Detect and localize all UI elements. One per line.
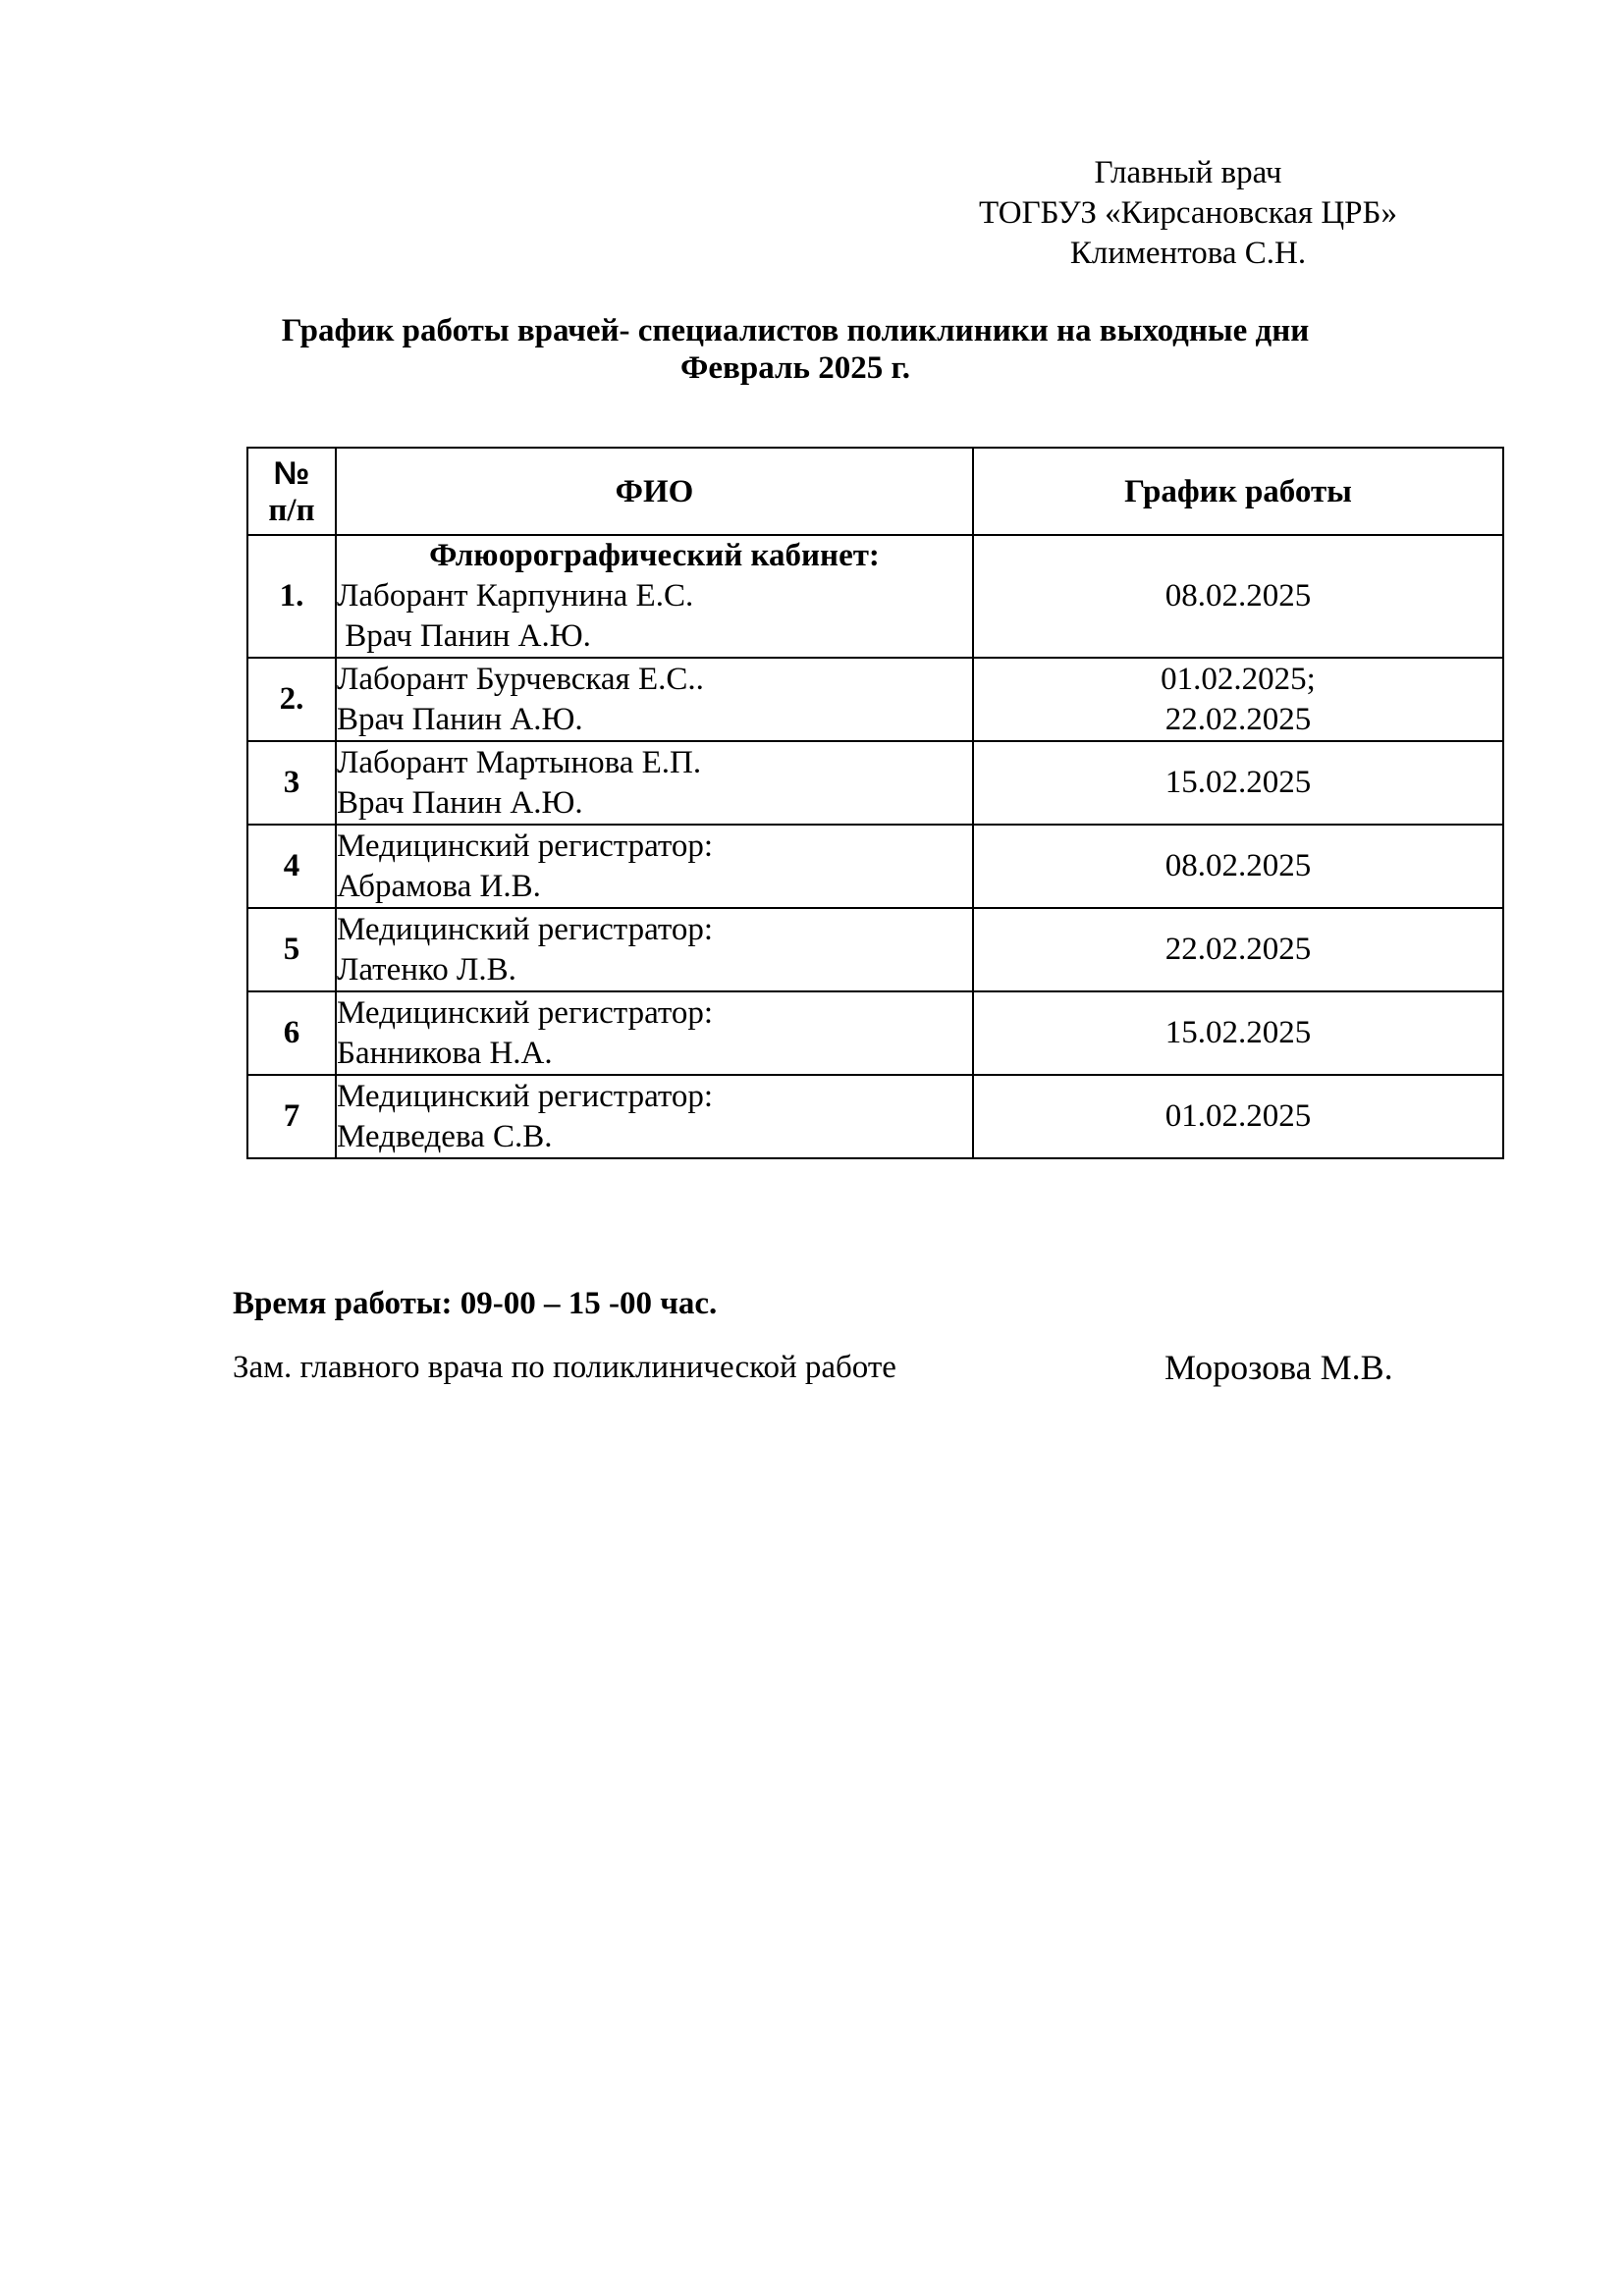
row-fio-line: Латенко Л.В. [337,951,516,988]
deputy-name: Морозова М.В. [1164,1348,1393,1387]
row-fio-line: Медицинский регистратор: [337,1078,714,1114]
row-fio [336,908,973,991]
row-schedule [973,825,1503,908]
row-fio [336,658,973,741]
row-date: 08.02.2025 [1164,578,1312,614]
row-fio-line: Банникова Н.А. [337,1035,553,1071]
table-row [247,991,1503,1075]
approval-organization: ТОГБУЗ «Кирсановская ЦРБ» [979,195,1397,231]
row-schedule [973,1075,1503,1158]
table-row [247,658,1503,741]
row-fio [336,825,973,908]
row-fio-line: Медицинский регистратор: [337,828,714,864]
row-fio-line: Медицинский регистратор: [337,911,714,947]
row-fio [336,1075,973,1158]
row-number: 3 [247,741,336,825]
approval-position: Главный врач [1094,155,1282,190]
row-number: 6 [247,991,336,1075]
header-number [247,448,336,535]
approval-name: Климентова С.Н. [1069,236,1307,271]
row-date: 22.02.2025 [1164,932,1312,967]
row-number: 7 [247,1075,336,1158]
table-row [247,825,1503,908]
row-subheading: Флюорографический кабинет: [429,538,880,573]
row-number: 4 [247,825,336,908]
table-row [247,908,1503,991]
row-number: 2. [247,658,336,741]
header-schedule: График работы [973,448,1503,535]
row-date: 08.02.2025 [1164,848,1312,883]
row-schedule [973,741,1503,825]
header-fio: ФИО [336,448,973,535]
table-header-row [247,448,1503,535]
working-hours: Время работы: 09-00 – 15 -00 час. [233,1286,718,1321]
approval-block [943,153,1434,274]
row-fio-line: Врач Панин А.Ю. [337,618,591,654]
schedule-table [246,447,1504,1159]
title-line-1: График работы врачей- специалистов поликлиники на выходные дни [281,313,1310,348]
table-row [247,741,1503,825]
title-line-2: Февраль 2025 г. [680,350,910,386]
row-fio-line: Медицинский регистратор: [337,994,714,1031]
row-date: 01.02.2025; [1161,661,1316,697]
row-fio-line: Лаборант Мартынова Е.П. [337,744,702,780]
row-date: 22.02.2025 [1164,701,1312,737]
row-fio-line: Лаборант Бурчевская Е.С.. [337,661,704,697]
document-title [177,312,1414,387]
row-date: 01.02.2025 [1164,1098,1312,1134]
deputy-title: Зам. главного врача по поликлинической работе [233,1350,896,1385]
row-number: 5 [247,908,336,991]
row-fio-line: Абрамова И.В. [337,868,541,904]
row-schedule [973,908,1503,991]
row-fio-line: Медведева С.В. [337,1118,553,1154]
row-fio [336,535,973,658]
row-number: 1. [247,535,336,658]
row-schedule [973,991,1503,1075]
row-schedule [973,535,1503,658]
table-row [247,1075,1503,1158]
header-number-symbol: № [273,454,310,491]
header-number-pp: п/п [268,492,315,528]
row-fio-line: Врач Панин А.Ю. [337,701,583,737]
row-date: 15.02.2025 [1164,1015,1312,1050]
row-schedule [973,658,1503,741]
row-fio [336,991,973,1075]
row-fio [336,741,973,825]
row-fio-line: Лаборант Карпунина Е.С. [337,578,694,614]
row-date: 15.02.2025 [1164,765,1312,800]
table-row [247,535,1503,658]
row-fio-line: Врач Панин А.Ю. [337,784,583,821]
